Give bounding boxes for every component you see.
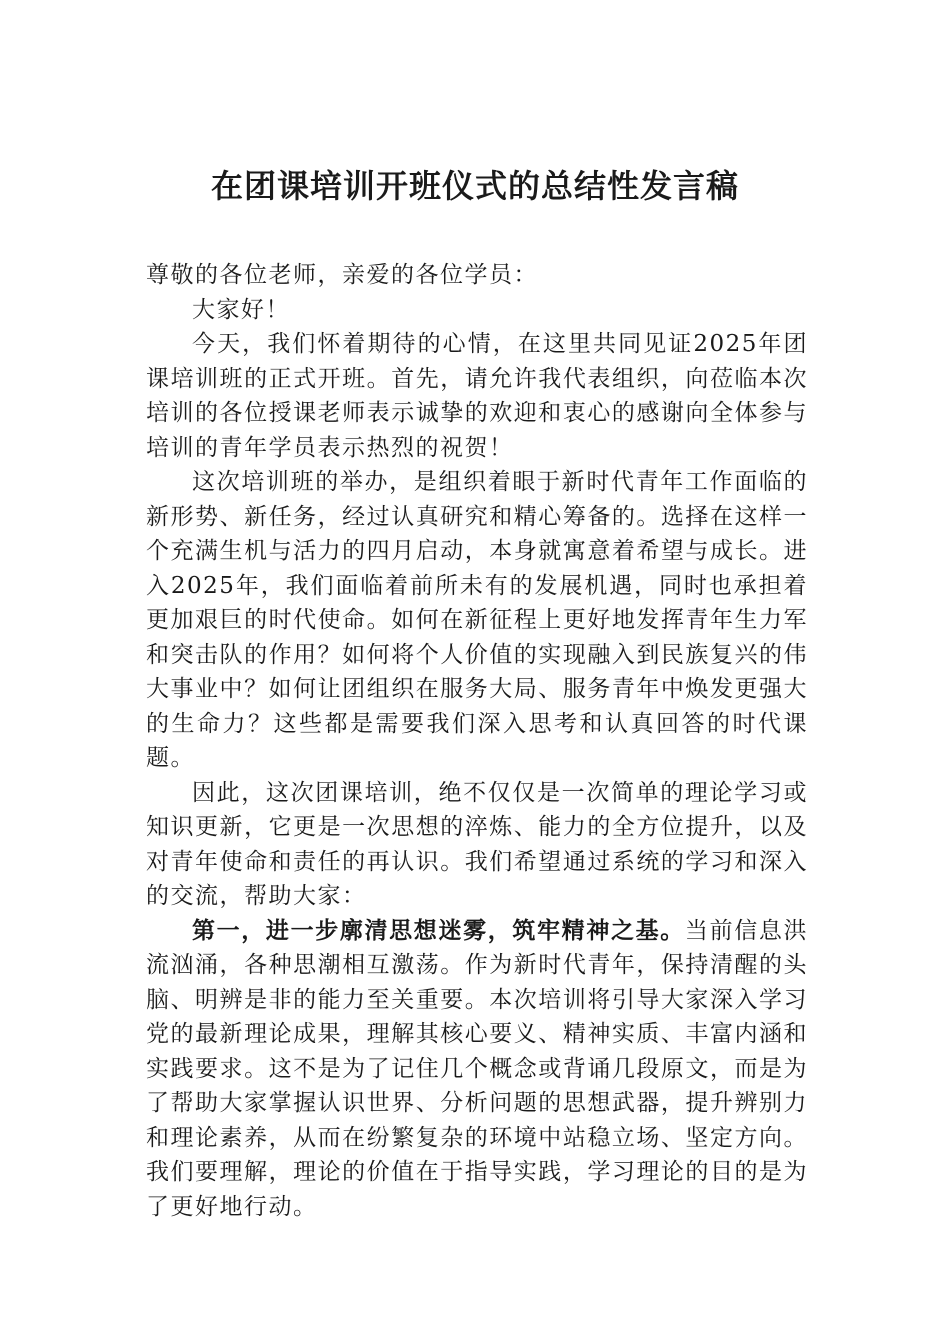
paragraph-purpose: 因此，这次团课培训，绝不仅仅是一次简单的理论学习或知识更新，它更是一次思想的淬炼、能力的全方位提升，以及对青年使命和责任的再认识。我们希望通过系统的学习和深入的交流，帮助大家： [146,779,808,909]
document-body [146,258,808,1224]
paragraph-opening: 今天，我们怀着期待的心情，在这里共同见证2025年团课培训班的正式开班。首先，请允许我代表组织，向莅临本次培训的各位授课老师表示诚挚的欢迎和衷心的感谢向全体参与培训的青年学员表示热烈的祝贺！ [146,331,808,461]
salutation: 尊敬的各位老师，亲爱的各位学员： [146,262,538,288]
point-one-text: 当前信息洪流汹涌，各种思潮相互激荡。作为新时代青年，保持清醒的头脑、明辨是非的能力至关重要。本次培训将引导大家深入学习党的最新理论成果，理解其核心要义、精神实质、丰富内涵和实践要求。这不是为了记住几个概念或背诵几段原文，而是为了帮助大家掌握认识世界、分析问题的思想武器，提升辨别力和理论素养，从而在纷繁复杂的环境中站稳立场、坚定方向。我们要理解，理论的价值在于指导实践，学习理论的目的是为了更好地行动。 [146,917,809,1220]
point-one-heading: 第一，进一步廓清思想迷雾，筑牢精神之基。 [192,916,685,944]
paragraph-point-one [146,914,808,1225]
greeting: 大家好！ [192,296,290,323]
document-title: 在团课培训开班仪式的总结性发言稿 [210,167,739,205]
paragraph-background: 这次培训班的举办，是组织着眼于新时代青年工作面临的新形势、新任务，经过认真研究和精心筹备的。选择在这样一个充满生机与活力的四月启动，本身就寓意着希望与成长。进入2025年，我们面临着前所未有的发展机遇，同时也承担着更加艰巨的时代使命。如何在新征程上更好地发挥青年生力军和突击队的作用？如何将个人价值的实现融入到民族复兴的伟大事业中？如何让团组织在服务大局、服务青年中焕发更强大的生命力？这些都是需要我们深入思考和认真回答的时代课题。 [146,469,808,771]
